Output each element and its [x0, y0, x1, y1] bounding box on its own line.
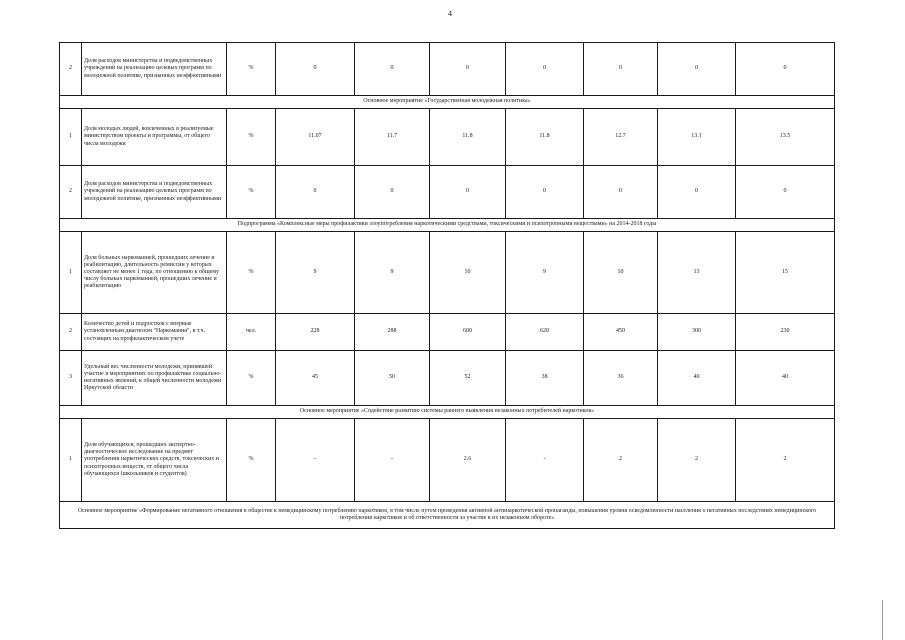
indicator-name: Удельный вес численности молодежи, принявшей участие в мероприятиях по профилактике социально-негативных явлений, к общей численности молодежи Иркутской области [82, 351, 227, 406]
value-cell: 0 [506, 166, 584, 219]
value-cell: - [276, 419, 355, 502]
scan-edge-line [882, 600, 897, 640]
row-number: 3 [60, 351, 82, 406]
indicator-name: Доля расходов министерства и подведомственных учреждений на реализацию целевых программ по молодежной политике, признанных неэффективными [82, 166, 227, 219]
value-cell: 13 [658, 232, 736, 314]
value-cell: 600 [430, 314, 506, 351]
section-header-row [60, 219, 835, 232]
unit-cell: % [227, 166, 276, 219]
value-cell: - [506, 419, 584, 502]
value-cell: 40 [736, 351, 835, 406]
indicator-name: Доля обучающихся, прошедших экспертно-диагностическое исследование на предмет употребления наркотических средств, токсических и психотропных веществ, от общего числа обучающихся (школьников и студентов) [82, 419, 227, 502]
value-cell: 52 [430, 351, 506, 406]
value-cell: - [355, 419, 430, 502]
unit-cell: % [227, 109, 276, 166]
table-row [60, 351, 835, 406]
table-row [60, 43, 835, 96]
unit-cell: % [227, 419, 276, 502]
indicator-name: Доля расходов министерства и подведомственных учреждений на реализацию целевых программ по молодежной политике, признанных неэффективными [82, 43, 227, 96]
footer-section-title: Основное мероприятие «Формирование негативного отношения в обществе к немедицинскому потреблению наркотиков, в том числе путем проведения активной антинаркотической пропаганды, повышения уровня осведомленности населения о негативных последствиях немедицинского потребления наркотиков и об ответственности за участие в их незаконном обороте» [60, 502, 835, 529]
value-cell: 12.7 [584, 109, 658, 166]
value-cell: 9 [276, 232, 355, 314]
value-cell: 288 [355, 314, 430, 351]
value-cell: 9 [506, 232, 584, 314]
value-cell: 50 [355, 351, 430, 406]
value-cell: 300 [658, 314, 736, 351]
indicators-table [59, 42, 835, 529]
value-cell: 228 [276, 314, 355, 351]
value-cell: 2 [736, 419, 835, 502]
value-cell: 620 [506, 314, 584, 351]
value-cell: 36 [584, 351, 658, 406]
value-cell: 0 [276, 166, 355, 219]
table-row [60, 314, 835, 351]
row-number: 2 [60, 166, 82, 219]
row-number: 1 [60, 419, 82, 502]
value-cell: 0 [355, 166, 430, 219]
section-title: Подпрограмма «Комплексные меры профилактики злоупотребления наркотическими средствами, токсическими и психотропными веществами» на 2014-2018 годы [60, 219, 835, 232]
indicator-name: Доля больных наркоманией, прошедших лечение и реабилитацию, длительность ремиссии у которых составляет не менее 1 года, по отношению к общему числу больных наркоманией, прошедших лечение и реабилитацию [82, 232, 227, 314]
value-cell: 13.1 [658, 109, 736, 166]
indicator-name: Количество детей и подростков с впервые установленным диагнозом "Наркомания", в т.ч. состоящих на профилактическом учете [82, 314, 227, 351]
value-cell: 0 [430, 43, 506, 96]
value-cell: 11.8 [506, 109, 584, 166]
indicator-name: Доля молодых людей, вовлеченных в реализуемые министерством проекты и программы, от общего числа молодежи [82, 109, 227, 166]
section-header-row [60, 406, 835, 419]
unit-cell: % [227, 43, 276, 96]
value-cell: 0 [355, 43, 430, 96]
row-number: 1 [60, 232, 82, 314]
value-cell: 15 [736, 232, 835, 314]
value-cell: 11.07 [276, 109, 355, 166]
value-cell: 11.7 [355, 109, 430, 166]
value-cell: 10 [430, 232, 506, 314]
value-cell: 2 [658, 419, 736, 502]
table-row [60, 109, 835, 166]
row-number: 2 [60, 43, 82, 96]
value-cell: 0 [584, 166, 658, 219]
value-cell: 0 [658, 43, 736, 96]
value-cell: 38 [506, 351, 584, 406]
table-row [60, 419, 835, 502]
value-cell: 0 [736, 43, 835, 96]
unit-cell: чел. [227, 314, 276, 351]
section-title: Основное мероприятие «Государственная молодежная политика» [60, 96, 835, 109]
value-cell: 10 [584, 232, 658, 314]
value-cell: 2 [584, 419, 658, 502]
section-header-row [60, 96, 835, 109]
row-number: 1 [60, 109, 82, 166]
unit-cell: % [227, 351, 276, 406]
value-cell: 0 [506, 43, 584, 96]
unit-cell: % [227, 232, 276, 314]
value-cell: 0 [584, 43, 658, 96]
value-cell: 9 [355, 232, 430, 314]
value-cell: 11.8 [430, 109, 506, 166]
value-cell: 0 [276, 43, 355, 96]
value-cell: 0 [736, 166, 835, 219]
value-cell: 230 [736, 314, 835, 351]
value-cell: 40 [658, 351, 736, 406]
table-row [60, 166, 835, 219]
page-number: 4 [448, 9, 452, 18]
value-cell: 0 [430, 166, 506, 219]
value-cell: 0 [658, 166, 736, 219]
value-cell: 45 [276, 351, 355, 406]
value-cell: 13.5 [736, 109, 835, 166]
footer-section-row [60, 502, 835, 529]
section-title: Основное мероприятие «Содействие развитию системы раннего выявления незаконных потребителей наркотиков» [60, 406, 835, 419]
row-number: 2 [60, 314, 82, 351]
table-row [60, 232, 835, 314]
value-cell: 450 [584, 314, 658, 351]
value-cell: 2.6 [430, 419, 506, 502]
